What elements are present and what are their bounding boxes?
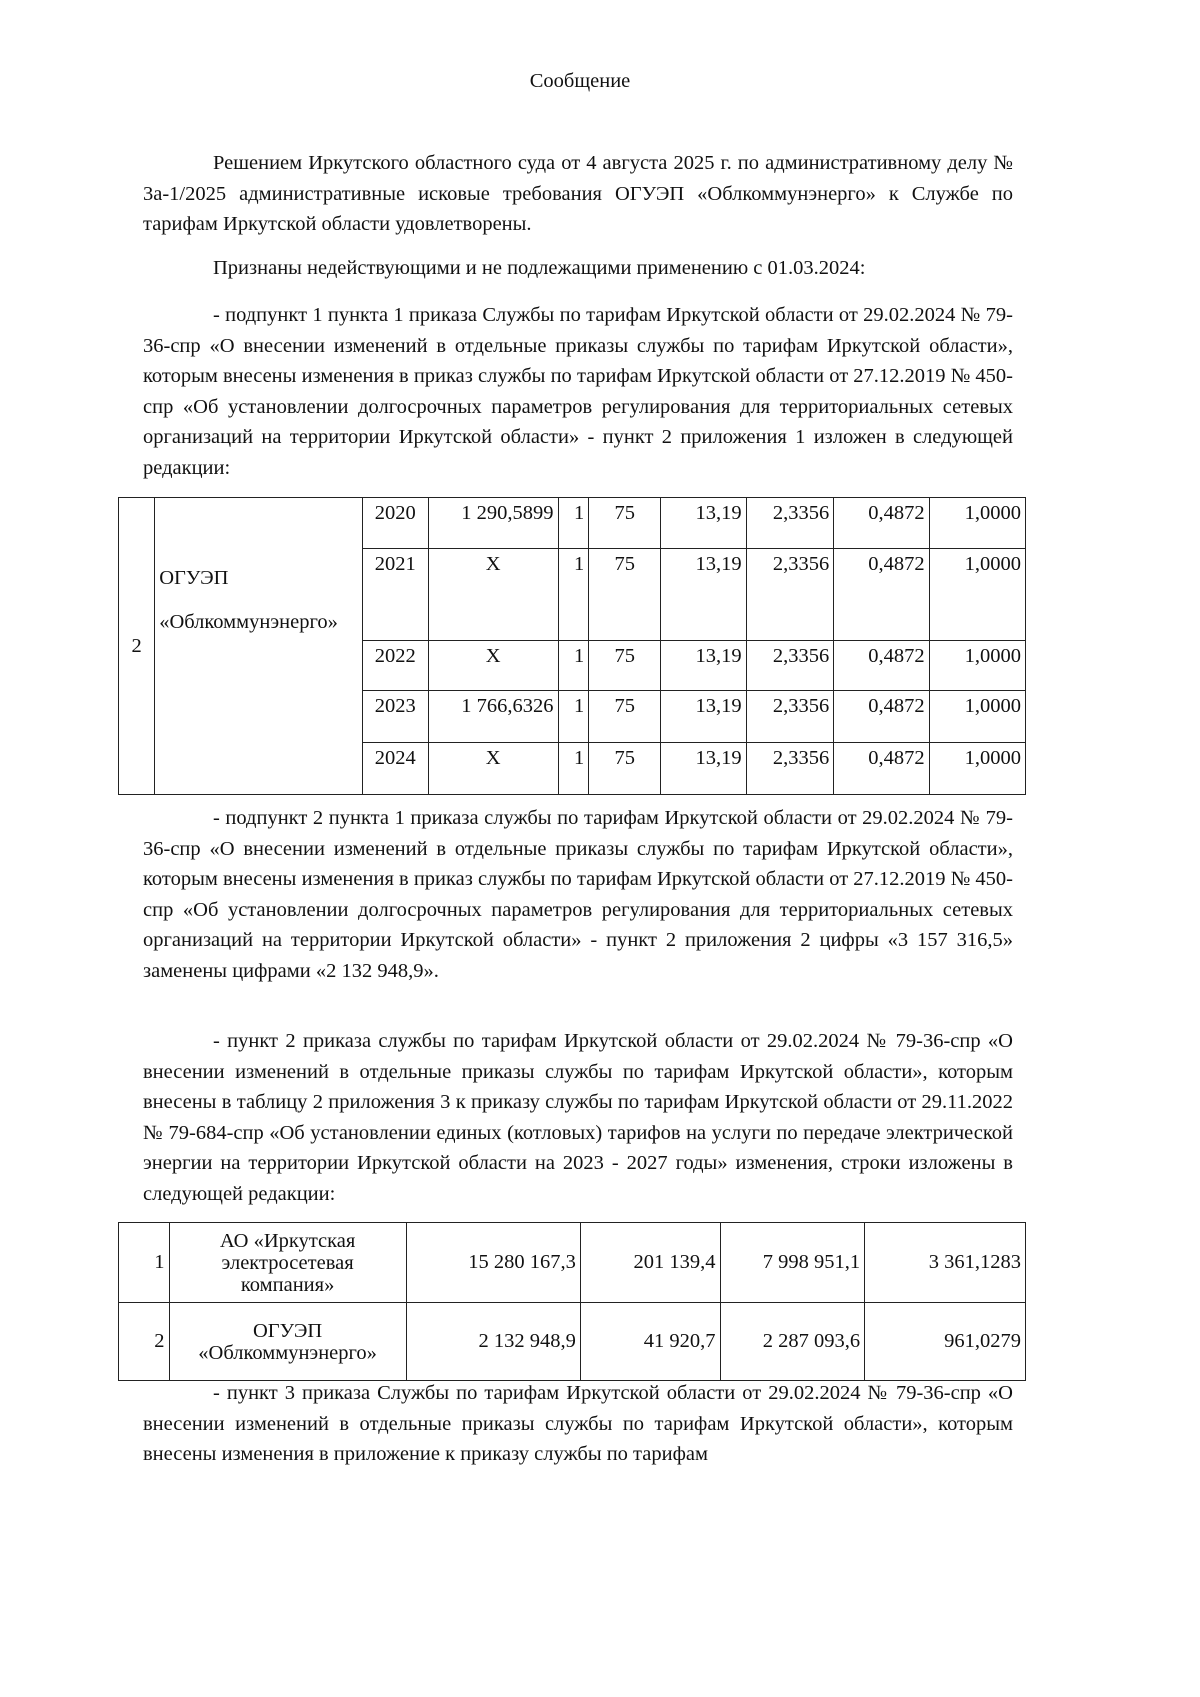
table-cell: 0,4872 <box>834 498 929 549</box>
paragraph-decision: Решением Иркутского областного суда от 4 августа 2025 г. по административному делу № 3а-1/2025 административные исковые требования ОГУЭП «Облкоммунэнерго» к Службе по тарифам Иркутской области удовлетворены. <box>143 152 1013 235</box>
table-cell: Х <box>428 743 558 795</box>
table-cell: 961,0279 <box>865 1303 1026 1381</box>
table-cell: 201 139,4 <box>580 1223 720 1303</box>
table-cell: 2020 <box>362 498 428 549</box>
table-cell: 2021 <box>362 549 428 641</box>
table-cell: 3 361,1283 <box>865 1223 1026 1303</box>
table-cell: 1,0000 <box>929 743 1025 795</box>
table-cell: 1,0000 <box>929 549 1025 641</box>
table-cell: 2,3356 <box>746 549 834 641</box>
table-cell: 1 <box>558 691 589 743</box>
table-cell: 13,19 <box>661 743 746 795</box>
table-cell: 2024 <box>362 743 428 795</box>
table-cell: 2023 <box>362 691 428 743</box>
table-row <box>119 1223 1026 1303</box>
table-cell: 1 <box>119 1223 170 1303</box>
tariffs-table <box>118 1222 1026 1381</box>
table-row <box>119 498 1026 549</box>
org-name-line2: «Облкоммунэнерго» <box>159 611 338 633</box>
table-cell: 2 <box>119 1303 170 1381</box>
org-name-line1: ОГУЭП <box>159 567 229 589</box>
table-cell: 2,3356 <box>746 691 834 743</box>
table-cell: 1 <box>558 641 589 691</box>
paragraph-point-3: - пункт 3 приказа Службы по тарифам Иркутской области от 29.02.2024 № 79-36-спр «О внесении изменений в отдельные приказы службы по тарифам Иркутской области», которым внесены изменения в приложение к приказу службы по тарифам <box>143 1382 1013 1465</box>
table-cell: 75 <box>589 743 661 795</box>
table-cell: 2022 <box>362 641 428 691</box>
table-cell: 13,19 <box>661 641 746 691</box>
table-cell: 75 <box>589 498 661 549</box>
table-row <box>119 1303 1026 1381</box>
table-cell: 2 287 093,6 <box>720 1303 865 1381</box>
table-cell: ОГУЭП «Облкоммунэнерго» <box>169 1303 406 1381</box>
paragraph-recognized: Признаны недействующими и не подлежащими применению с 01.03.2024: <box>213 257 866 279</box>
parameters-table <box>118 497 1026 795</box>
table-cell: АО «Иркутская электросетевая компания» <box>169 1223 406 1303</box>
table-cell: 13,19 <box>661 691 746 743</box>
table-cell: 2,3356 <box>746 498 834 549</box>
table-cell: 1,0000 <box>929 498 1025 549</box>
table-cell: 1 <box>558 549 589 641</box>
table-cell: 0,4872 <box>834 641 929 691</box>
table-cell: 1,0000 <box>929 691 1025 743</box>
table-cell: 13,19 <box>661 498 746 549</box>
paragraph-subpoint-1: - подпункт 1 пункта 1 приказа Службы по тарифам Иркутской области от 29.02.2024 № 79-36-спр «О внесении изменений в отдельные приказы службы по тарифам Иркутской области», которым внесены изменения в приказ службы по тарифам Иркутской области от 27.12.2019 № 450-спр «Об установлении долгосрочных параметров регулирования для территориальных сетевых организаций на территории Иркутской области» - пункт 2 приложения 1 изложен в следующей редакции: <box>143 304 1013 479</box>
table-cell: 41 920,7 <box>580 1303 720 1381</box>
table-cell: 0,4872 <box>834 743 929 795</box>
table-cell: Х <box>428 549 558 641</box>
table-cell: 2 132 948,9 <box>406 1303 580 1381</box>
table-cell: 2,3356 <box>746 743 834 795</box>
table-cell: 1 290,5899 <box>428 498 558 549</box>
organization-name <box>155 498 362 795</box>
table-cell: 75 <box>589 549 661 641</box>
table-cell: 1 766,6326 <box>428 691 558 743</box>
table-cell: 0,4872 <box>834 691 929 743</box>
table-cell: 1,0000 <box>929 641 1025 691</box>
table-cell: 13,19 <box>661 549 746 641</box>
document-title: Сообщение <box>529 70 631 92</box>
table-cell: 0,4872 <box>834 549 929 641</box>
table-cell: 75 <box>589 641 661 691</box>
table-cell: 15 280 167,3 <box>406 1223 580 1303</box>
table-cell: 75 <box>589 691 661 743</box>
table-cell: Х <box>428 641 558 691</box>
paragraph-point-2: - пункт 2 приказа службы по тарифам Иркутской области от 29.02.2024 № 79-36-спр «О внесении изменений в отдельные приказы службы по тарифам Иркутской области», которым внесены в таблицу 2 приложения 3 к приказу службы по тарифам Иркутской области от 29.11.2022 № 79-684-спр «Об установлении единых (котловых) тарифов на услуги по передаче электрической энергии на территории Иркутской области на 2023 - 2027 годы» изменения, строки изложены в следующей редакции: <box>143 1030 1013 1205</box>
table-cell: 7 998 951,1 <box>720 1223 865 1303</box>
table-cell: 1 <box>558 498 589 549</box>
table-cell: 1 <box>558 743 589 795</box>
table-cell: 2,3356 <box>746 641 834 691</box>
paragraph-subpoint-2: - подпункт 2 пункта 1 приказа службы по тарифам Иркутской области от 29.02.2024 № 79-36-спр «О внесении изменений в отдельные приказы службы по тарифам Иркутской области», которым внесены изменения в приказ службы по тарифам Иркутской области от 27.12.2019 № 450-спр «Об установлении долгосрочных параметров регулирования для территориальных сетевых организаций на территории Иркутской области» - пункт 2 приложения 2 цифры «3 157 316,5» заменены цифрами «2 132 948,9». <box>143 807 1013 982</box>
row-number: 2 <box>119 498 155 795</box>
